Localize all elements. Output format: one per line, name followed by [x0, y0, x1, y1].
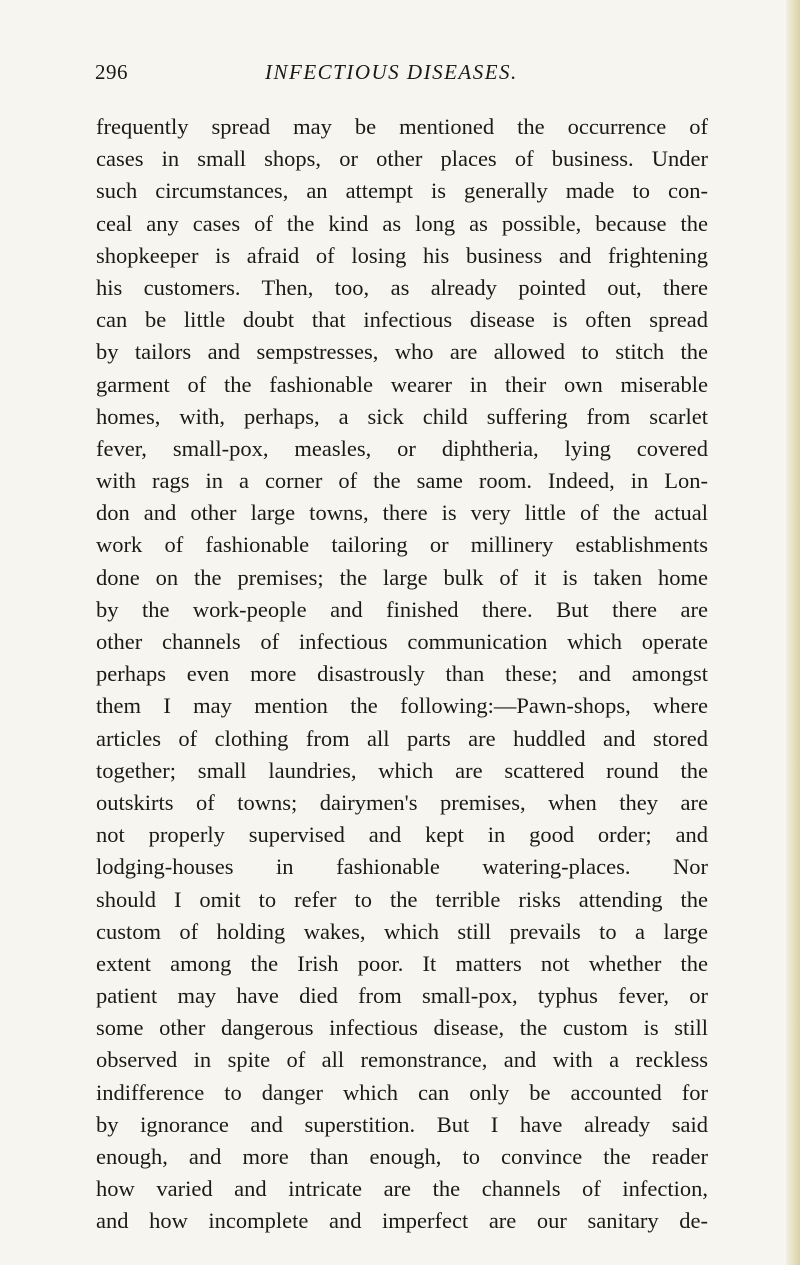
- text-line: perhaps even more disastrously than these; and amongst: [96, 661, 708, 687]
- text-line: custom of holding wakes, which still prevails to a large: [96, 918, 708, 944]
- text-line: garment of the fashionable wearer in their own miserable: [96, 371, 708, 397]
- text-line: by tailors and sempstresses, who are allowed to stitch the: [96, 339, 708, 365]
- text-line: by the work-people and finished there. But there are: [96, 596, 708, 622]
- text-line: and how incomplete and imperfect are our sanitary de-: [96, 1208, 708, 1234]
- text-line: not properly supervised and kept in good order; and: [96, 822, 708, 848]
- page-header: [95, 60, 715, 86]
- text-line: by ignorance and superstition. But I have already said: [96, 1111, 708, 1137]
- text-line: together; small laundries, which are scattered round the: [96, 757, 708, 783]
- text-line: outskirts of towns; dairymen's premises, when they are: [96, 789, 708, 815]
- text-line: indifference to danger which can only be accounted for: [96, 1079, 708, 1105]
- text-line: extent among the Irish poor. It matters not whether the: [96, 950, 708, 976]
- text-line: shopkeeper is afraid of losing his business and frightening: [96, 242, 708, 268]
- text-line: can be little doubt that infectious disease is often spread: [96, 307, 708, 333]
- text-line: other channels of infectious communication which operate: [96, 629, 708, 654]
- text-line: how varied and intricate are the channels of infection,: [96, 1176, 708, 1202]
- text-line: frequently spread may be mentioned the occurrence of: [96, 114, 708, 139]
- text-line: done on the premises; the large bulk of it is taken home: [96, 564, 708, 590]
- text-line: work of fashionable tailoring or millinery establishments: [96, 532, 708, 558]
- running-title: INFECTIOUS DISEASES.: [265, 60, 518, 84]
- text-line: should I omit to refer to the terrible risks attending the: [96, 886, 708, 912]
- text-line: lodging-houses in fashionable watering-places. Nor: [96, 854, 708, 880]
- text-line: his customers. Then, too, as already pointed out, there: [96, 274, 708, 300]
- text-line: some other dangerous infectious disease, the custom is still: [96, 1015, 708, 1041]
- page-number: 296: [95, 60, 128, 84]
- text-line: enough, and more than enough, to convince the reader: [96, 1144, 708, 1169]
- page-edge-shading: [786, 0, 800, 1265]
- text-line: them I may mention the following:—Pawn-shops, where: [96, 693, 708, 719]
- text-line: such circumstances, an attempt is generally made to con-: [96, 178, 708, 204]
- text-line: fever, small-pox, measles, or diphtheria, lying covered: [96, 435, 708, 461]
- text-line: patient may have died from small-pox, typhus fever, or: [96, 983, 708, 1009]
- text-line: articles of clothing from all parts are huddled and stored: [96, 725, 708, 751]
- text-line: observed in spite of all remonstrance, and with a reckless: [96, 1047, 708, 1073]
- text-line: homes, with, perhaps, a sick child suffering from scarlet: [96, 403, 708, 429]
- text-line: with rags in a corner of the same room. Indeed, in Lon-: [96, 468, 708, 494]
- text-line: ceal any cases of the kind as long as possible, because the: [96, 210, 708, 236]
- text-line: don and other large towns, there is very little of the actual: [96, 500, 708, 526]
- body-text: [96, 111, 708, 1238]
- text-line: cases in small shops, or other places of business. Under: [96, 146, 708, 172]
